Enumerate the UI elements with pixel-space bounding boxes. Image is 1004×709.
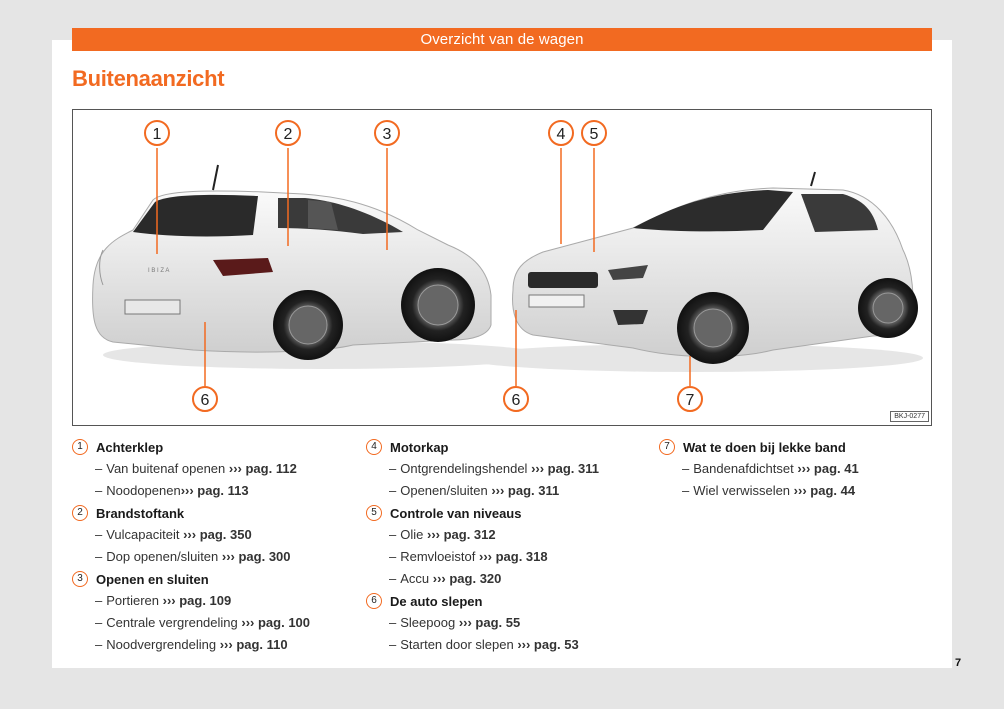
page-number: 7 — [955, 657, 962, 669]
page-reference-link[interactable]: ››› pag. 100 — [241, 615, 311, 630]
front-car — [463, 172, 923, 372]
svg-text:3: 3 — [382, 126, 392, 143]
callout-7 — [678, 387, 702, 411]
legend-item[interactable]: – Noodopenen››› pag. 113 — [95, 483, 249, 498]
legend-section-3 — [72, 568, 342, 656]
legend-number: 2 — [72, 505, 88, 521]
legend-item[interactable]: – Van buitenaf openen ››› pag. 112 — [95, 461, 297, 476]
page-reference-link[interactable]: ››› pag. 311 — [491, 483, 560, 498]
legend-section-title: De auto slepen — [390, 593, 483, 609]
legend-item[interactable]: – Olie ››› pag. 312 — [389, 527, 496, 542]
svg-text:4: 4 — [556, 126, 566, 143]
legend-section-1 — [72, 436, 342, 502]
car-illustration — [73, 110, 931, 425]
legend-number: 4 — [366, 439, 382, 455]
figure-code: BKJ-0277 — [890, 411, 929, 422]
rear-car — [93, 165, 543, 369]
svg-text:1: 1 — [152, 126, 162, 143]
legend-section-title: Controle van niveaus — [390, 505, 522, 521]
legend-item[interactable]: – Portieren ››› pag. 109 — [95, 593, 232, 608]
page-reference-link[interactable]: ››› pag. 318 — [479, 549, 548, 564]
page-reference-link[interactable]: ››› pag. 55 — [458, 615, 521, 630]
legend-section-7 — [659, 436, 929, 502]
callout-6-rear — [193, 387, 217, 411]
page-reference-link[interactable]: ››› pag. 312 — [426, 527, 496, 542]
svg-text:I B I Z A: I B I Z A — [148, 268, 170, 274]
legend-number: 3 — [72, 571, 88, 587]
legend-section-title: Brandstoftank — [96, 505, 185, 521]
page-reference-link[interactable]: ››› pag. 53 — [517, 637, 579, 652]
legend-section-6 — [366, 590, 636, 656]
legend-item[interactable]: – Wiel verwisselen ››› pag. 44 — [682, 483, 856, 498]
page-reference-link[interactable]: ››› pag. 350 — [183, 527, 252, 542]
legend-number: 1 — [72, 439, 88, 455]
car-exterior-figure — [72, 109, 932, 426]
section-header: Overzicht van de wagen — [72, 28, 932, 51]
svg-text:7: 7 — [685, 392, 695, 409]
page-title: Buitenaanzicht — [72, 66, 225, 91]
legend-section-title: Wat te doen bij lekke band — [683, 439, 846, 455]
callout-2 — [276, 121, 300, 145]
legend-section-title: Achterklep — [96, 439, 164, 455]
legend-item[interactable]: – Remvloeistof ››› pag. 318 — [389, 549, 548, 564]
legend-number: 7 — [659, 439, 675, 455]
svg-text:6: 6 — [200, 392, 210, 409]
legend-item[interactable]: – Bandenafdichtset ››› pag. 41 — [682, 461, 859, 476]
page-reference-link[interactable]: ››› pag. 311 — [531, 461, 599, 476]
legend-item[interactable]: – Centrale vergrendeling ››› pag. 100 — [95, 615, 311, 630]
page-reference-link[interactable]: ››› pag. 320 — [432, 571, 502, 586]
legend-number: 5 — [366, 505, 382, 521]
legend-column-2 — [366, 436, 636, 656]
legend-column-3 — [659, 436, 929, 502]
callout-1 — [145, 121, 169, 145]
legend-item[interactable]: – Vulcapaciteit ››› pag. 350 — [95, 527, 252, 542]
svg-text:6: 6 — [511, 392, 521, 409]
legend-section-title: Openen en sluiten — [96, 571, 209, 587]
legend-item[interactable]: – Openen/sluiten ››› pag. 311 — [389, 483, 560, 498]
callout-3 — [375, 121, 399, 145]
legend-item[interactable]: – Noodvergrendeling ››› pag. 110 — [95, 637, 288, 652]
legend-section-title: Motorkap — [390, 439, 449, 455]
page-reference-link[interactable]: ››› pag. 110 — [219, 637, 288, 652]
legend-item[interactable]: – Sleepoog ››› pag. 55 — [389, 615, 521, 630]
legend-item[interactable]: – Accu ››› pag. 320 — [389, 571, 502, 586]
callout-5 — [582, 121, 606, 145]
page-reference-link[interactable]: ››› pag. 112 — [228, 461, 297, 476]
page-reference-link[interactable]: ››› pag. 300 — [221, 549, 291, 564]
legend-number: 6 — [366, 593, 382, 609]
callout-6-front — [504, 387, 528, 411]
legend-section-5 — [366, 502, 636, 590]
page-reference-link[interactable]: ››› pag. 109 — [162, 593, 232, 608]
svg-text:2: 2 — [283, 126, 293, 143]
legend-section-4 — [366, 436, 636, 502]
page-reference-link[interactable]: ››› pag. 44 — [793, 483, 856, 498]
legend-column-1 — [72, 436, 342, 656]
page-reference-link[interactable]: ››› pag. 41 — [797, 461, 859, 476]
page-reference-link[interactable]: ››› pag. 113 — [180, 483, 249, 498]
svg-text:5: 5 — [589, 126, 599, 143]
legend-item[interactable]: – Ontgrendelingshendel ››› pag. 311 — [389, 461, 599, 476]
legend-item[interactable]: – Dop openen/sluiten ››› pag. 300 — [95, 549, 291, 564]
legend-item[interactable]: – Starten door slepen ››› pag. 53 — [389, 637, 579, 652]
callout-4 — [549, 121, 573, 145]
legend-section-2 — [72, 502, 342, 568]
